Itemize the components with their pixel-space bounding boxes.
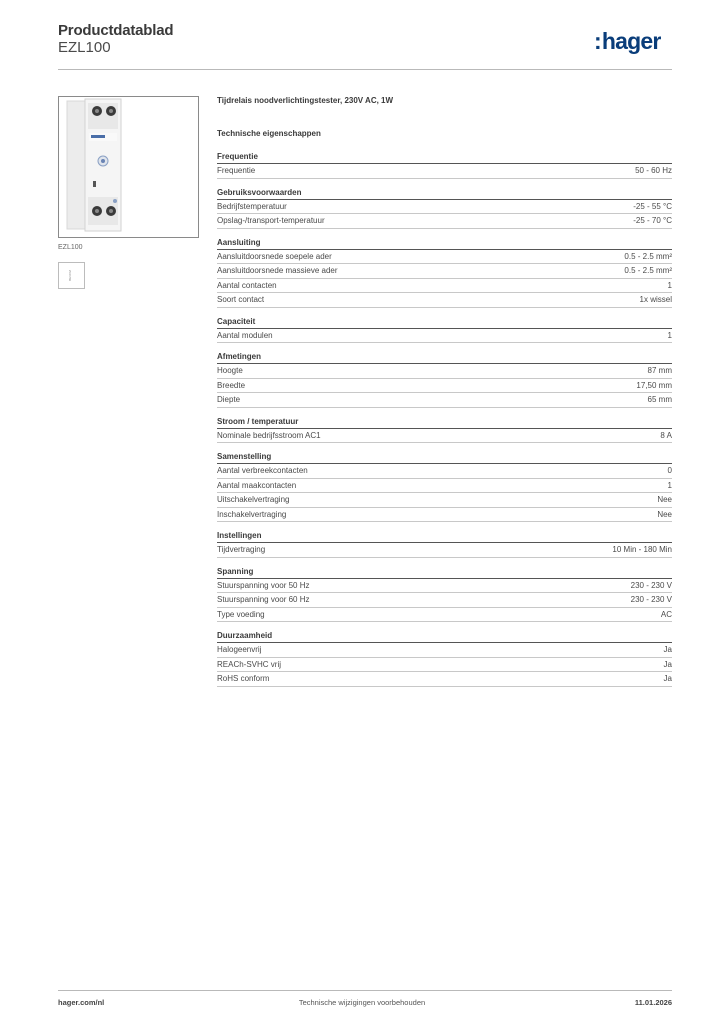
spec-row bbox=[217, 164, 672, 179]
spec-section bbox=[217, 152, 672, 179]
section-title: Capaciteit bbox=[217, 317, 672, 329]
thumbnail-text: BEVCM bbox=[68, 270, 72, 281]
page-title: Productdatablad bbox=[58, 22, 174, 39]
spec-value: 17,50 mm bbox=[636, 380, 672, 390]
section-title: Samenstelling bbox=[217, 452, 672, 464]
spec-row bbox=[217, 593, 672, 608]
spec-row bbox=[217, 429, 672, 444]
product-description: Tijdrelais noodverlichtingstester, 230V AC, 1W bbox=[217, 96, 394, 105]
hager-logo bbox=[594, 28, 661, 55]
spec-section bbox=[217, 352, 672, 408]
spec-label: Aantal contacten bbox=[217, 280, 277, 290]
spec-label: Bedrijfstemperatuur bbox=[217, 201, 287, 211]
section-title: Frequentie bbox=[217, 152, 672, 164]
spec-value: -25 - 55 °C bbox=[633, 201, 672, 211]
spec-label: Frequentie bbox=[217, 166, 256, 175]
spec-value: 230 - 230 V bbox=[630, 595, 672, 604]
spec-value: Ja bbox=[663, 659, 672, 669]
spec-label: Soort contact bbox=[217, 295, 265, 304]
spec-row bbox=[217, 464, 672, 479]
footer-date: 11.01.2026 bbox=[634, 998, 672, 1007]
spec-row bbox=[217, 200, 672, 215]
spec-label: Nominale bedrijfsstroom AC1 bbox=[217, 430, 321, 440]
spec-label: Aantal maakcontacten bbox=[217, 480, 297, 490]
spec-row bbox=[217, 293, 672, 308]
spec-value: 1x wissel bbox=[639, 295, 672, 304]
spec-value: 8 A bbox=[660, 430, 672, 440]
section-title: Gebruiksvoorwaarden bbox=[217, 188, 672, 200]
thumbnail-icon bbox=[59, 263, 84, 288]
tech-heading: Technische eigenschappen bbox=[217, 129, 321, 138]
spec-row bbox=[217, 672, 672, 687]
spec-row bbox=[217, 214, 672, 229]
spec-value: -25 - 70 °C bbox=[633, 216, 672, 225]
spec-row bbox=[217, 250, 672, 265]
spec-section bbox=[217, 531, 672, 558]
spec-row bbox=[217, 493, 672, 508]
spec-label: Aantal modulen bbox=[217, 330, 273, 340]
spec-label: Halogeenvrij bbox=[217, 645, 262, 654]
spec-row bbox=[217, 279, 672, 294]
section-title: Duurzaamheid bbox=[217, 631, 672, 643]
footer-website-link[interactable]: hager.com/nl bbox=[58, 998, 105, 1007]
spec-value: 1 bbox=[667, 330, 672, 340]
footer-divider bbox=[58, 990, 672, 991]
spec-value: 0.5 - 2.5 mm² bbox=[624, 266, 672, 275]
spec-label: Type voeding bbox=[217, 609, 265, 619]
section-title: Afmetingen bbox=[217, 352, 672, 364]
spec-label: Breedte bbox=[217, 380, 246, 390]
spec-value: 230 - 230 V bbox=[630, 580, 672, 590]
spec-label: Inschakelvertraging bbox=[217, 509, 287, 519]
spec-section bbox=[217, 567, 672, 623]
spec-value: Nee bbox=[657, 509, 672, 519]
spec-content bbox=[217, 96, 672, 696]
spec-row bbox=[217, 264, 672, 279]
section-title: Stroom / temperatuur bbox=[217, 417, 672, 429]
spec-row bbox=[217, 508, 672, 523]
spec-section bbox=[217, 188, 672, 229]
spec-row bbox=[217, 329, 672, 344]
spec-label: Tijdvertraging bbox=[217, 545, 266, 554]
spec-section bbox=[217, 417, 672, 444]
spec-value: Nee bbox=[657, 495, 672, 504]
thumbnail-image[interactable] bbox=[58, 262, 85, 289]
spec-section bbox=[217, 452, 672, 522]
spec-value: 0 bbox=[667, 466, 672, 475]
section-title: Spanning bbox=[217, 567, 672, 579]
spec-section bbox=[217, 238, 672, 308]
spec-label: Hoogte bbox=[217, 366, 243, 375]
product-image[interactable] bbox=[58, 96, 199, 238]
spec-value: 50 - 60 Hz bbox=[635, 166, 672, 175]
section-title: Instellingen bbox=[217, 531, 672, 543]
spec-value: 87 mm bbox=[647, 366, 672, 375]
spec-sections bbox=[217, 152, 672, 687]
spec-value: 0.5 - 2.5 mm² bbox=[624, 251, 672, 261]
spec-label: Uitschakelvertraging bbox=[217, 495, 290, 504]
header-divider bbox=[58, 69, 672, 70]
spec-row bbox=[217, 658, 672, 673]
spec-label: Stuurspanning voor 50 Hz bbox=[217, 580, 310, 590]
spec-row bbox=[217, 579, 672, 594]
spec-label: Aansluitdoorsnede soepele ader bbox=[217, 251, 332, 261]
spec-label: RoHS conform bbox=[217, 674, 270, 683]
spec-row bbox=[217, 393, 672, 408]
footer-notice: Technische wijzigingen voorbehouden bbox=[298, 998, 426, 1007]
spec-row bbox=[217, 364, 672, 379]
product-code: EZL100 bbox=[58, 39, 111, 56]
section-title: Aansluiting bbox=[217, 238, 672, 250]
spec-label: Aansluitdoorsnede massieve ader bbox=[217, 266, 338, 275]
spec-label: Stuurspanning voor 60 Hz bbox=[217, 595, 310, 604]
spec-row bbox=[217, 479, 672, 494]
spec-row bbox=[217, 379, 672, 394]
spec-label: Aantal verbreekcontacten bbox=[217, 466, 308, 475]
spec-value: 65 mm bbox=[647, 395, 672, 404]
spec-row bbox=[217, 543, 672, 558]
spec-value: 10 Min - 180 Min bbox=[612, 545, 672, 554]
spec-value: Ja bbox=[663, 674, 672, 683]
spec-label: Diepte bbox=[217, 395, 241, 404]
logo-prefix: : bbox=[594, 28, 601, 54]
spec-value: AC bbox=[660, 609, 672, 619]
image-caption: EZL100 bbox=[58, 244, 83, 251]
spec-row bbox=[217, 643, 672, 658]
spec-section bbox=[217, 317, 672, 344]
spec-section bbox=[217, 631, 672, 687]
spec-label: REACh-SVHC vrij bbox=[217, 659, 282, 669]
relay-illustration bbox=[59, 97, 198, 237]
spec-value: 1 bbox=[667, 280, 672, 290]
spec-label: Opslag-/transport-temperatuur bbox=[217, 216, 325, 225]
logo-text: hager bbox=[601, 28, 661, 54]
spec-row bbox=[217, 608, 672, 623]
spec-value: 1 bbox=[667, 480, 672, 490]
spec-value: Ja bbox=[663, 645, 672, 654]
